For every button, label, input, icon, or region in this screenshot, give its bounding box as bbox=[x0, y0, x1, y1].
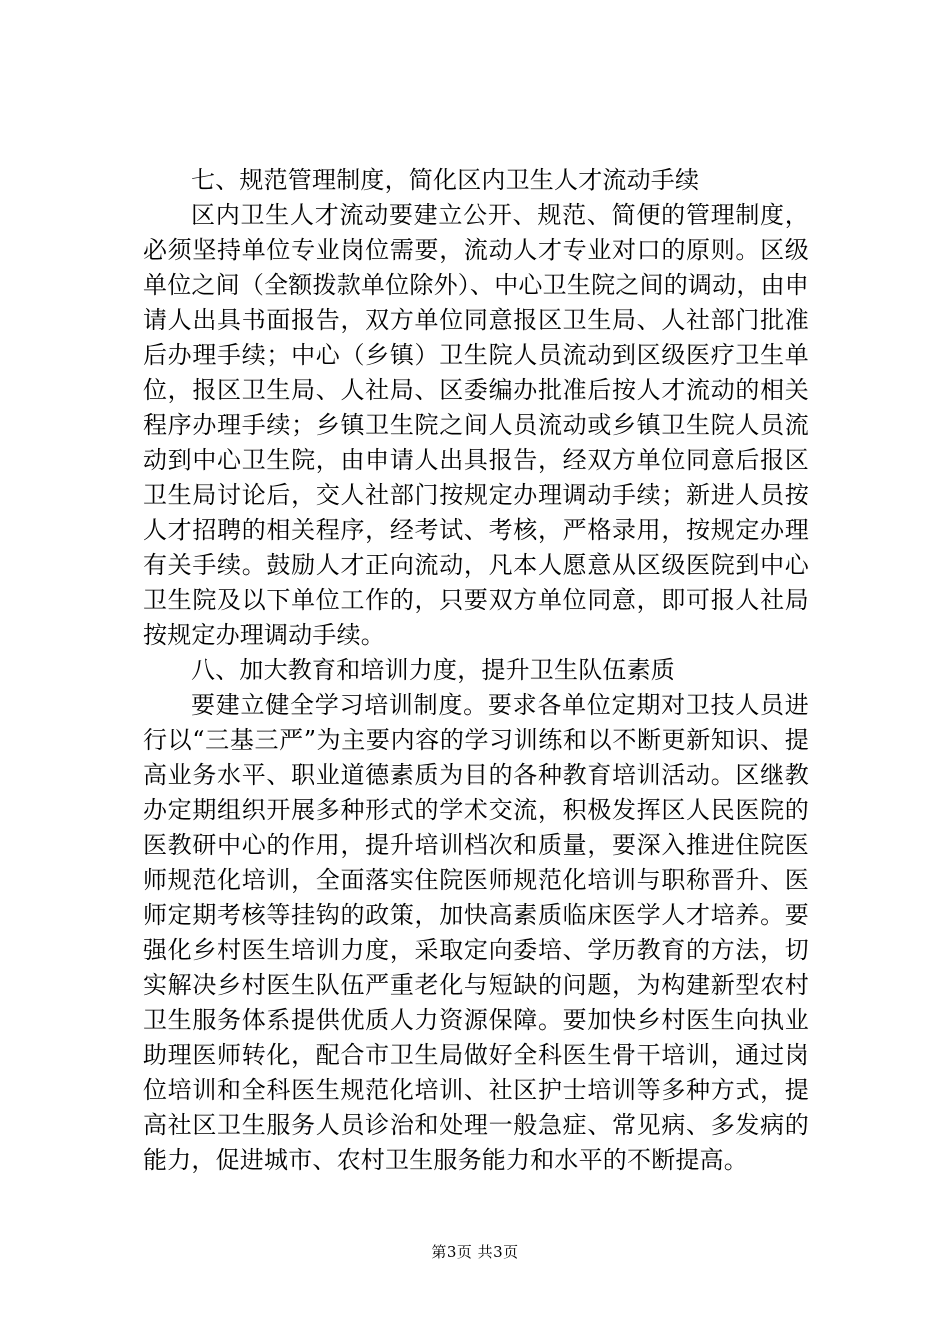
section-paragraph-8: 要建立健全学习培训制度。要求各单位定期对卫技人员进行以“三基三严”为主要内容的学习训练和以不断更新知识、提高业务水平、职业道德素质为目的各种教育培训活动。区继教办定期组织开展多种形式的学术交流，积极发挥区人民医院的医教研中心的作用，提升培训档次和质量，要深入推进住院医师规范化培训，全面落实住院医师规范化培训与职称晋升、医师定期考核等挂钩的政策，加快高素质临床医学人才培养。要强化乡村医生培训力度，采取定向委培、学历教育的方法，切实解决乡村医生队伍严重老化与短缺的问题，为构建新型农村卫生服务体系提供优质人力资源保障。要加快乡村医生向执业助理医师转化，配合市卫生局做好全科医生骨干培训，通过岗位培训和全科医生规范化培训、社区护士培训等多种方式，提高社区卫生服务人员诊治和处理一般急症、常见病、多发病的能力，促进城市、农村卫生服务能力和水平的不断提高。 bbox=[143, 691, 809, 1174]
page-number-label: 第3页 共3页 bbox=[431, 1243, 519, 1261]
section-heading-7: 七、规范管理制度，简化区内卫生人才流动手续 bbox=[191, 166, 700, 194]
section-paragraph-7: 区内卫生人才流动要建立公开、规范、简便的管理制度，必须坚持单位专业岗位需要，流动人才专业对口的原则。区级单位之间（全额拨款单位除外）、中心卫生院之间的调动，由申请人出具书面报告，双方单位同意报区卫生局、人社部门批准后办理手续；中心（乡镇）卫生院人员流动到区级医疗卫生单位，报区卫生局、人社局、区委编办批准后按人才流动的相关程序办理手续；乡镇卫生院之间人员流动或乡镇卫生院人员流动到中心卫生院，由申请人出具报告，经双方单位同意后报区卫生局讨论后，交人社部门按规定办理调动手续；新进人员按人才招聘的相关程序，经考试、考核，严格录用，按规定办理有关手续。鼓励人才正向流动，凡本人愿意从区级医院到中心卫生院及以下单位工作的，只要双方单位同意，即可报人社局按规定办理调动手续。 bbox=[143, 201, 809, 649]
section-heading-8: 八、加大教育和培训力度，提升卫生队伍素质 bbox=[191, 656, 675, 684]
page-footer bbox=[0, 1242, 950, 1262]
document-body bbox=[143, 163, 809, 1178]
